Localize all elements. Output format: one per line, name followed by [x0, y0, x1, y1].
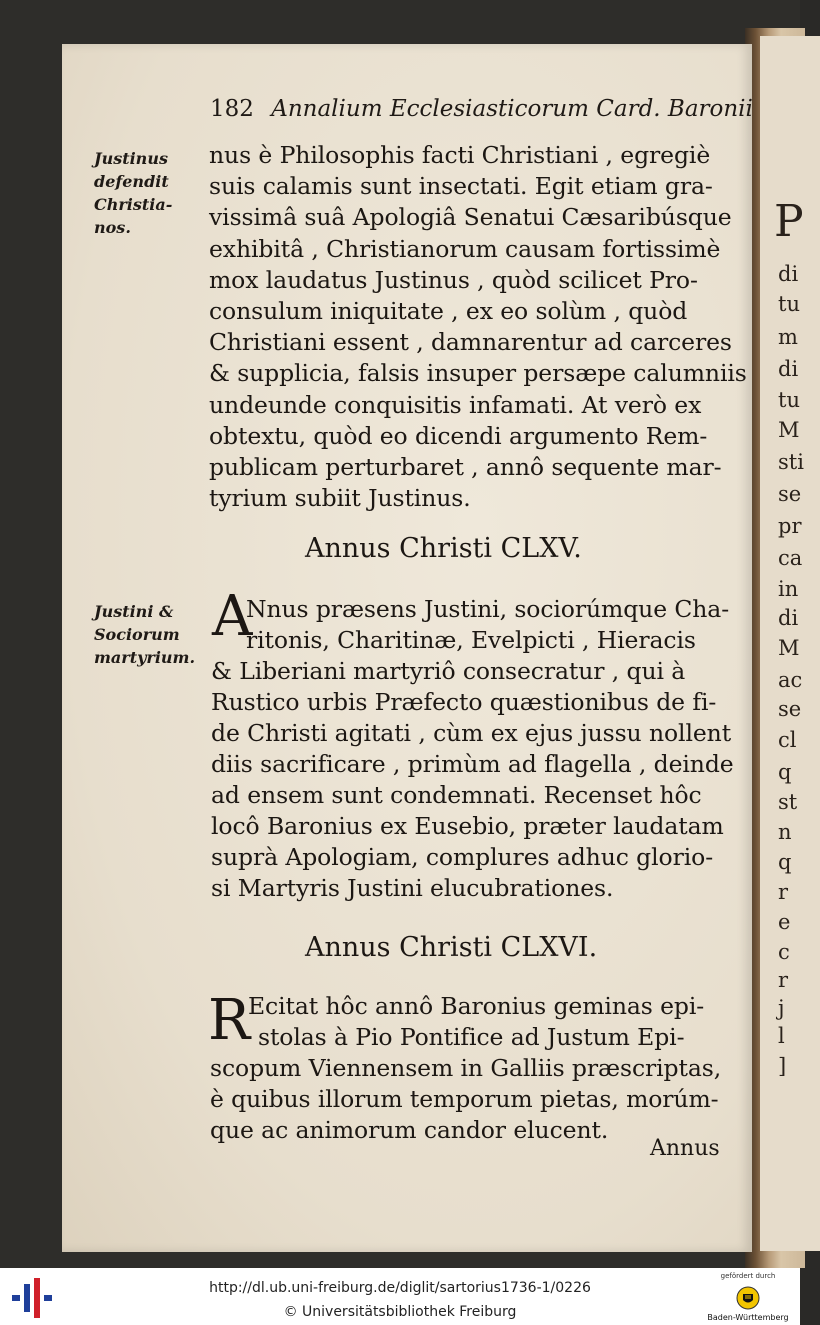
margin-note-line: martyrium.	[94, 648, 196, 667]
drop-cap-a: A	[212, 584, 253, 649]
facing-page-fragment: c	[778, 940, 790, 964]
text-line: Ecitat hôc annô Baronius geminas epi-	[248, 992, 705, 1020]
crest-icon	[736, 1286, 760, 1310]
text-line: & Liberiani martyriô consecratur , qui à	[211, 657, 686, 685]
text-line: obtextu, quòd eo dicendi argumento Rem-	[209, 421, 708, 450]
drop-cap-r: R	[208, 988, 251, 1053]
facing-page-fragment: e	[778, 910, 791, 934]
text-line: Rustico urbis Præfecto quæstionibus de fi-	[211, 688, 717, 716]
facing-page-fragment: ca	[778, 546, 803, 570]
facing-page-fragment: m	[778, 325, 798, 349]
facing-page-fragment: j	[778, 996, 785, 1020]
page-header	[210, 96, 753, 122]
text-line: publicam perturbaret , annô sequente mar-	[209, 453, 722, 481]
margin-note-line: Sociorum	[94, 625, 180, 644]
copyright-text: © Universitätsbibliothek Freiburg	[283, 1304, 517, 1320]
sponsor-caption: gefördert durch	[720, 1272, 776, 1280]
facing-page-fragment: tu	[778, 292, 800, 316]
facing-page-fragment: q	[778, 760, 792, 784]
text-line: de Christi agitati , cùm ex ejus jussu nollent	[211, 719, 732, 747]
text-line: suprà Apologiam, complures adhuc glorio-	[211, 843, 714, 871]
margin-note-line: nos.	[94, 218, 131, 237]
text-line: nus è Philosophis facti Christiani , egregiè	[209, 141, 711, 169]
text-line: & supplicia, falsis insuper persæpe calumniis	[209, 359, 747, 388]
margin-note-line: defendit	[94, 172, 169, 191]
margin-note-justinus	[94, 147, 172, 239]
margin-note-line: Christia-	[94, 195, 173, 214]
running-title: Annalium Ecclesiasticorum Card. Baronii	[271, 96, 753, 122]
text-line: mox laudatus Justinus , quòd scilicet Pro-	[209, 265, 698, 294]
text-line: undeunde conquisitis infamati. At verò ex	[209, 390, 702, 419]
facing-page-fragment: n	[778, 820, 792, 844]
text-line: scopum Viennensem in Galliis præscriptas,	[210, 1054, 722, 1082]
text-line: exhibitâ , Christianorum causam fortissimè	[209, 234, 721, 263]
text-line: ad ensem sunt condemnati. Recenset hôc	[211, 781, 702, 809]
text-line: vissimâ suâ Apologiâ Senatui Cæsaribúsque	[209, 203, 732, 232]
text-line: è quibus illorum temporum pietas, morúm-	[210, 1085, 719, 1113]
facing-page-fragment: se	[778, 482, 802, 506]
facing-page-fragment: st	[778, 790, 798, 814]
text-line: Christiani essent , damnarentur ad carceres	[209, 328, 732, 357]
facing-page-fragment: cl	[778, 728, 797, 752]
facing-page-fragment: l	[778, 1024, 785, 1048]
facing-page-fragment: di	[778, 357, 799, 381]
margin-note-line: Justinus	[94, 149, 168, 168]
facing-page	[760, 36, 820, 1251]
text-line: locô Baronius ex Eusebio, præter laudatam	[211, 812, 724, 840]
text-line: stolas à Pio Pontifice ad Justum Epi-	[258, 1023, 685, 1051]
facing-page-fragment: r	[778, 968, 789, 992]
margin-note-martyrium	[94, 600, 195, 669]
heading-annus-clxv: Annus Christi CLXV.	[305, 533, 582, 564]
facing-page-fragment: q	[778, 850, 792, 874]
document-url[interactable]: http://dl.ub.uni-freiburg.de/diglit/sartorius1736-1/0226	[209, 1280, 591, 1296]
text-line: consulum iniquitate , ex eo solùm , quòd	[209, 297, 688, 325]
sponsor-name: Baden-Württemberg	[707, 1313, 789, 1322]
facing-page-fragment: ac	[778, 668, 803, 692]
facing-page-fragment: sti	[778, 450, 804, 474]
text-line: que ac animorum candor elucent.	[210, 1116, 609, 1144]
sponsor-logo	[700, 1272, 796, 1324]
text-line: diis sacrificare , primùm ad flagella , deinde	[211, 750, 734, 778]
facing-page-fragment: pr	[778, 514, 802, 538]
facing-page-fragment: M	[778, 636, 800, 660]
facing-page-fragment: se	[778, 697, 802, 721]
text-line: tyrium subiit Justinus.	[209, 484, 471, 513]
facing-page-fragment: in	[778, 577, 799, 601]
text-line: suis calamis sunt insectati. Egit etiam gra-	[209, 172, 713, 201]
footer-bar	[0, 1268, 800, 1325]
facing-page-fragment: r	[778, 880, 789, 904]
facing-page-fragment: di	[778, 606, 799, 630]
heading-annus-clxvi: Annus Christi CLXVI.	[305, 932, 598, 963]
text-line: si Martyris Justini elucubrationes.	[211, 874, 614, 902]
page-number: 182	[210, 96, 254, 122]
facing-page-fragment: ]	[778, 1054, 787, 1078]
catchword: Annus	[650, 1136, 720, 1161]
margin-note-line: Justini &	[94, 602, 174, 621]
text-line: ritonis, Charitinæ, Evelpicti , Hieracis	[246, 626, 696, 654]
facing-page-fragment: di	[778, 262, 799, 286]
text-line: Nnus præsens Justini, sociorúmque Cha-	[246, 595, 730, 623]
facing-page-fragment: P	[774, 196, 804, 247]
facing-page-fragment: M	[778, 418, 800, 442]
facing-page-fragment: tu	[778, 388, 800, 412]
